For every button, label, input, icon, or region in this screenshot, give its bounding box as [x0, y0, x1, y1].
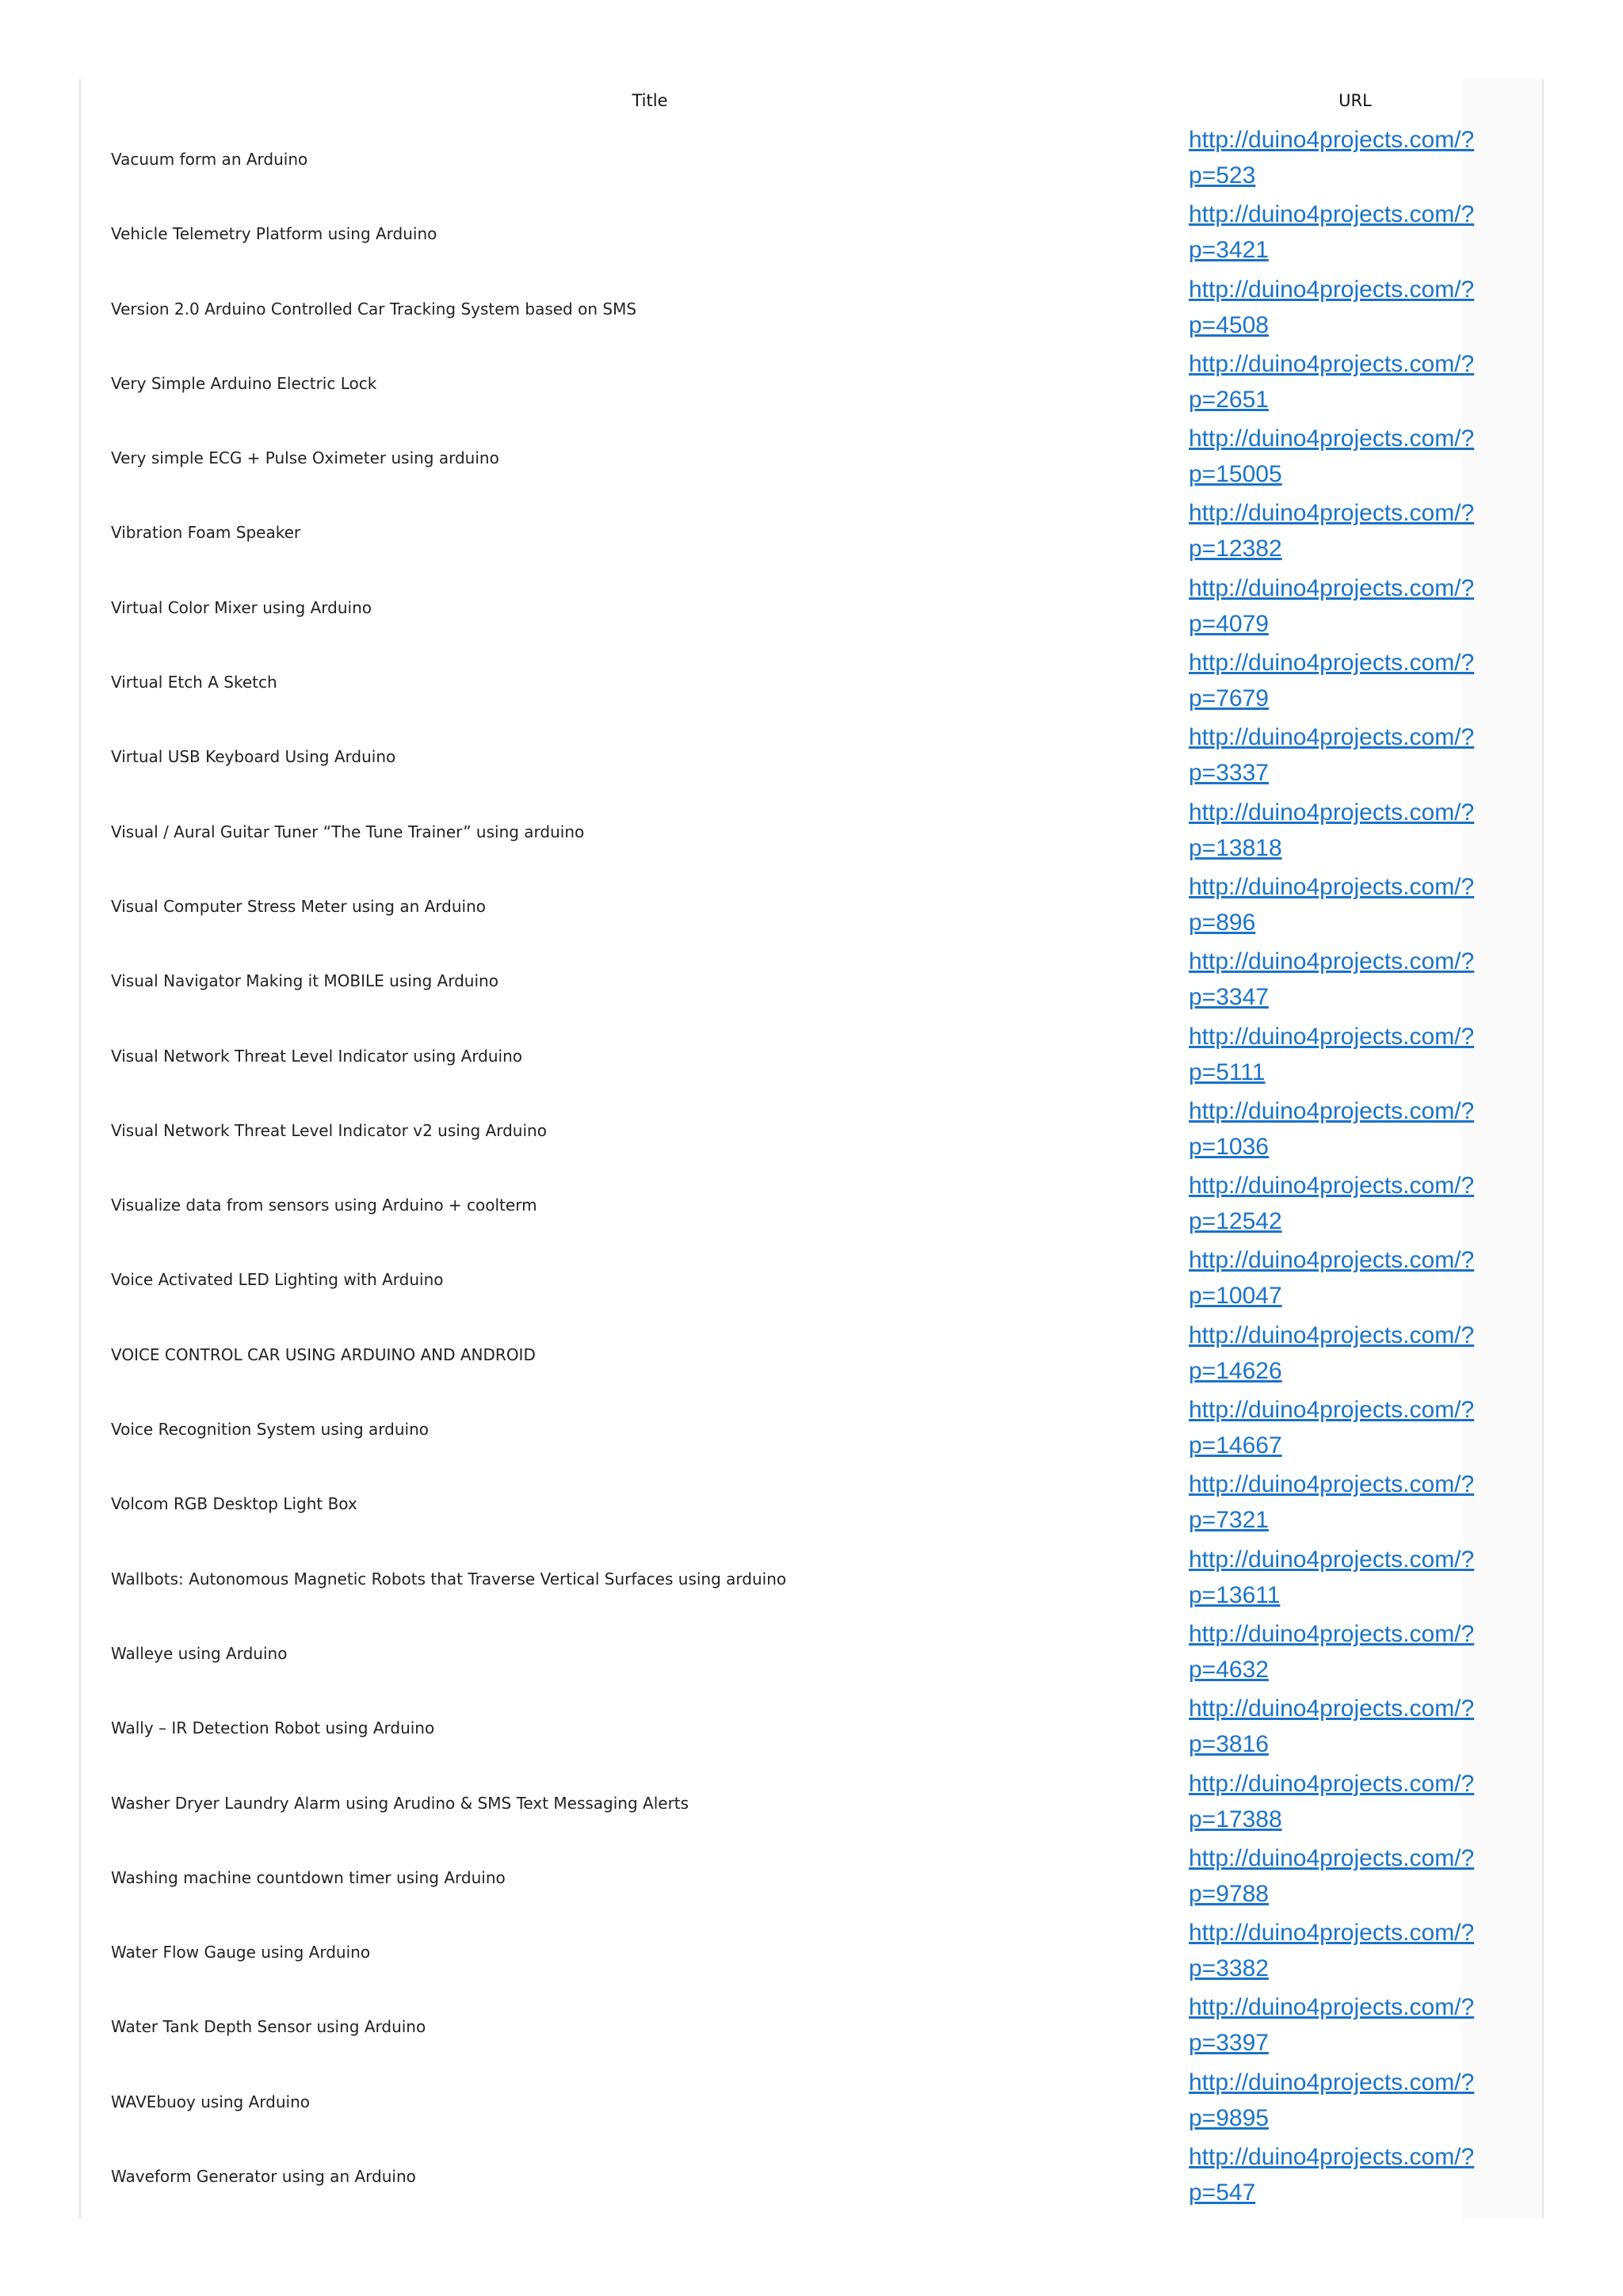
table-row: [79, 1466, 1541, 1541]
url-line-1: http://duino4projects.com/?: [1189, 201, 1475, 228]
url-line-2: p=10047: [1189, 1283, 1282, 1310]
table-row: [79, 122, 1541, 196]
url-line-2: p=9895: [1189, 2104, 1269, 2131]
row-title: Visual Computer Stress Meter using an Arduino: [111, 896, 487, 916]
url-line-2: p=4508: [1189, 311, 1269, 338]
row-title: VOICE CONTROL CAR USING ARDUINO AND ANDROID: [111, 1344, 536, 1364]
url-line-1: http://duino4projects.com/?: [1189, 276, 1475, 303]
row-url-link[interactable]: [1189, 1616, 1529, 1688]
row-title: Very Simple Arduino Electric Lock: [111, 373, 377, 393]
row-title: Visual / Aural Guitar Tuner “The Tune Trainer” using arduino: [111, 822, 585, 841]
table-row: [79, 1019, 1541, 1093]
url-line-1: http://duino4projects.com/?: [1189, 1546, 1475, 1573]
url-line-2: p=15005: [1189, 461, 1282, 488]
url-line-1: http://duino4projects.com/?: [1189, 350, 1475, 377]
url-line-1: http://duino4projects.com/?: [1189, 1620, 1475, 1647]
row-url-link[interactable]: [1189, 1168, 1529, 1239]
row-title: Wallbots: Autonomous Magnetic Robots that Traverse Vertical Surfaces using arduino: [111, 1569, 787, 1589]
url-line-2: p=13818: [1189, 834, 1282, 861]
row-title: Visual Network Threat Level Indicator using Arduino: [111, 1046, 523, 1066]
table-row: [79, 1915, 1541, 1989]
row-url-link[interactable]: [1189, 795, 1529, 866]
url-line-1: http://duino4projects.com/?: [1189, 1695, 1475, 1722]
table-row: [79, 1168, 1541, 1242]
url-line-2: p=3421: [1189, 237, 1269, 264]
url-line-1: http://duino4projects.com/?: [1189, 1471, 1475, 1498]
url-line-2: p=7679: [1189, 685, 1269, 712]
row-url-link[interactable]: [1189, 2065, 1529, 2136]
row-url-link[interactable]: [1189, 944, 1529, 1015]
table-row: [79, 1392, 1541, 1466]
row-title: Visual Navigator Making it MOBILE using Arduino: [111, 971, 498, 991]
row-url-link[interactable]: [1189, 1318, 1529, 1389]
url-line-2: p=3382: [1189, 1955, 1269, 1982]
row-url-link[interactable]: [1189, 196, 1529, 268]
row-url-link[interactable]: [1189, 645, 1529, 716]
url-line-2: p=3337: [1189, 760, 1269, 787]
row-title: Water Flow Gauge using Arduino: [111, 1943, 371, 1962]
table-row: [79, 272, 1541, 346]
url-line-2: p=14626: [1189, 1357, 1282, 1384]
url-line-1: http://duino4projects.com/?: [1189, 948, 1475, 975]
url-line-1: http://duino4projects.com/?: [1189, 724, 1475, 751]
row-url-link[interactable]: [1189, 719, 1529, 791]
table-row: [79, 944, 1541, 1018]
row-url-link[interactable]: [1189, 272, 1529, 343]
url-line-1: http://duino4projects.com/?: [1189, 650, 1475, 677]
row-url-link[interactable]: [1189, 570, 1529, 642]
table-row: [79, 1691, 1541, 1765]
table-row: [79, 495, 1541, 570]
row-url-link[interactable]: [1189, 1542, 1529, 1613]
table-row: [79, 421, 1541, 495]
row-title: Virtual Color Mixer using Arduino: [111, 597, 372, 617]
row-title: Very simple ECG + Pulse Oximeter using arduino: [111, 448, 499, 468]
table-row: [79, 1318, 1541, 1392]
row-url-link[interactable]: [1189, 2139, 1529, 2210]
row-title: Virtual USB Keyboard Using Arduino: [111, 747, 396, 767]
row-url-link[interactable]: [1189, 495, 1529, 566]
url-line-2: p=9788: [1189, 1880, 1269, 1907]
row-url-link[interactable]: [1189, 1392, 1529, 1463]
table-row: [79, 1242, 1541, 1317]
row-url-link[interactable]: [1189, 1242, 1529, 1314]
row-title: Waveform Generator using an Arduino: [111, 2167, 416, 2187]
url-line-1: http://duino4projects.com/?: [1189, 1322, 1475, 1348]
row-title: Vibration Foam Speaker: [111, 523, 301, 543]
url-line-2: p=3397: [1189, 2030, 1269, 2057]
url-line-2: p=13611: [1189, 1581, 1281, 1608]
table-row: [79, 1766, 1541, 1840]
url-line-2: p=14667: [1189, 1432, 1282, 1459]
row-url-link[interactable]: [1189, 1691, 1529, 1762]
row-title: Version 2.0 Arduino Controlled Car Tracking System based on SMS: [111, 299, 637, 318]
url-line-1: http://duino4projects.com/?: [1189, 574, 1475, 601]
row-url-link[interactable]: [1189, 1915, 1529, 1986]
table-row: [79, 1093, 1541, 1168]
url-line-2: p=896: [1189, 909, 1256, 936]
row-title: Wally – IR Detection Robot using Arduino: [111, 1718, 435, 1738]
row-title: Vehicle Telemetry Platform using Arduino: [111, 224, 437, 244]
url-line-2: p=7321: [1189, 1507, 1269, 1534]
url-line-2: p=4079: [1189, 610, 1269, 637]
row-title: Visualize data from sensors using Arduino + coolterm: [111, 1196, 537, 1215]
row-title: Washing machine countdown timer using Arduino: [111, 1867, 506, 1887]
url-line-2: p=3347: [1189, 984, 1269, 1011]
url-line-1: http://duino4projects.com/?: [1189, 1023, 1475, 1050]
url-line-1: http://duino4projects.com/?: [1189, 1247, 1475, 1274]
url-line-1: http://duino4projects.com/?: [1189, 799, 1475, 826]
table-row: [79, 196, 1541, 271]
table-body: [79, 122, 1541, 2214]
table-row: [79, 1840, 1541, 1915]
url-line-1: http://duino4projects.com/?: [1189, 873, 1475, 900]
table-row: [79, 645, 1541, 719]
row-title: WAVEbuoy using Arduino: [111, 2092, 310, 2111]
row-url-link[interactable]: [1189, 1766, 1529, 1837]
row-title: Visual Network Threat Level Indicator v2 using Arduino: [111, 1120, 547, 1140]
url-line-1: http://duino4projects.com/?: [1189, 425, 1475, 452]
url-line-1: http://duino4projects.com/?: [1189, 500, 1475, 527]
row-title: Voice Recognition System using arduino: [111, 1420, 429, 1440]
url-line-1: http://duino4projects.com/?: [1189, 1397, 1475, 1424]
url-line-2: p=17388: [1189, 1806, 1282, 1833]
table-row: [79, 1542, 1541, 1616]
url-line-2: p=1036: [1189, 1133, 1269, 1160]
url-line-2: p=3816: [1189, 1731, 1269, 1758]
table-row: [79, 2065, 1541, 2139]
row-url-link[interactable]: [1189, 1840, 1529, 1912]
table-row: [79, 1616, 1541, 1691]
table-row: [79, 2139, 1541, 2214]
url-line-2: p=4632: [1189, 1656, 1269, 1683]
row-title: Vacuum form an Arduino: [111, 150, 308, 169]
table-row: [79, 869, 1541, 944]
table-row: [79, 570, 1541, 645]
url-line-2: p=12542: [1189, 1208, 1282, 1235]
row-url-link[interactable]: [1189, 421, 1529, 492]
row-url-link[interactable]: [1189, 346, 1529, 418]
row-url-link[interactable]: [1189, 1989, 1529, 2061]
row-title: Virtual Etch A Sketch: [111, 673, 277, 692]
row-url-link[interactable]: [1189, 122, 1529, 193]
url-line-1: http://duino4projects.com/?: [1189, 1770, 1475, 1797]
row-url-link[interactable]: [1189, 1093, 1529, 1165]
table-row: [79, 346, 1541, 421]
column-header-title: Title: [632, 91, 668, 110]
row-title: Voice Activated LED Lighting with Arduino: [111, 1270, 444, 1290]
url-line-1: http://duino4projects.com/?: [1189, 1994, 1475, 2021]
url-line-2: p=12382: [1189, 536, 1282, 563]
row-url-link[interactable]: [1189, 1019, 1529, 1090]
row-url-link[interactable]: [1189, 1466, 1529, 1538]
table-row: [79, 719, 1541, 794]
column-header-url: URL: [1338, 91, 1372, 110]
url-line-1: http://duino4projects.com/?: [1189, 1920, 1475, 1947]
url-line-2: p=2651: [1189, 386, 1269, 413]
row-title: Water Tank Depth Sensor using Arduino: [111, 2017, 426, 2037]
url-line-2: p=5111: [1189, 1058, 1266, 1085]
table-row: [79, 1989, 1541, 2064]
url-line-1: http://duino4projects.com/?: [1189, 2069, 1475, 2096]
url-line-1: http://duino4projects.com/?: [1189, 1173, 1475, 1199]
url-line-2: p=523: [1189, 162, 1256, 189]
url-line-1: http://duino4projects.com/?: [1189, 2144, 1475, 2171]
row-url-link[interactable]: [1189, 869, 1529, 940]
url-line-1: http://duino4projects.com/?: [1189, 1097, 1475, 1124]
row-title: Washer Dryer Laundry Alarm using Arudino & SMS Text Messaging Alerts: [111, 1793, 689, 1813]
url-line-1: http://duino4projects.com/?: [1189, 1844, 1475, 1871]
url-line-1: http://duino4projects.com/?: [1189, 127, 1475, 153]
url-line-2: p=547: [1189, 2180, 1256, 2206]
table-row: [79, 795, 1541, 869]
row-title: Volcom RGB Desktop Light Box: [111, 1494, 357, 1514]
row-title: Walleye using Arduino: [111, 1643, 288, 1663]
